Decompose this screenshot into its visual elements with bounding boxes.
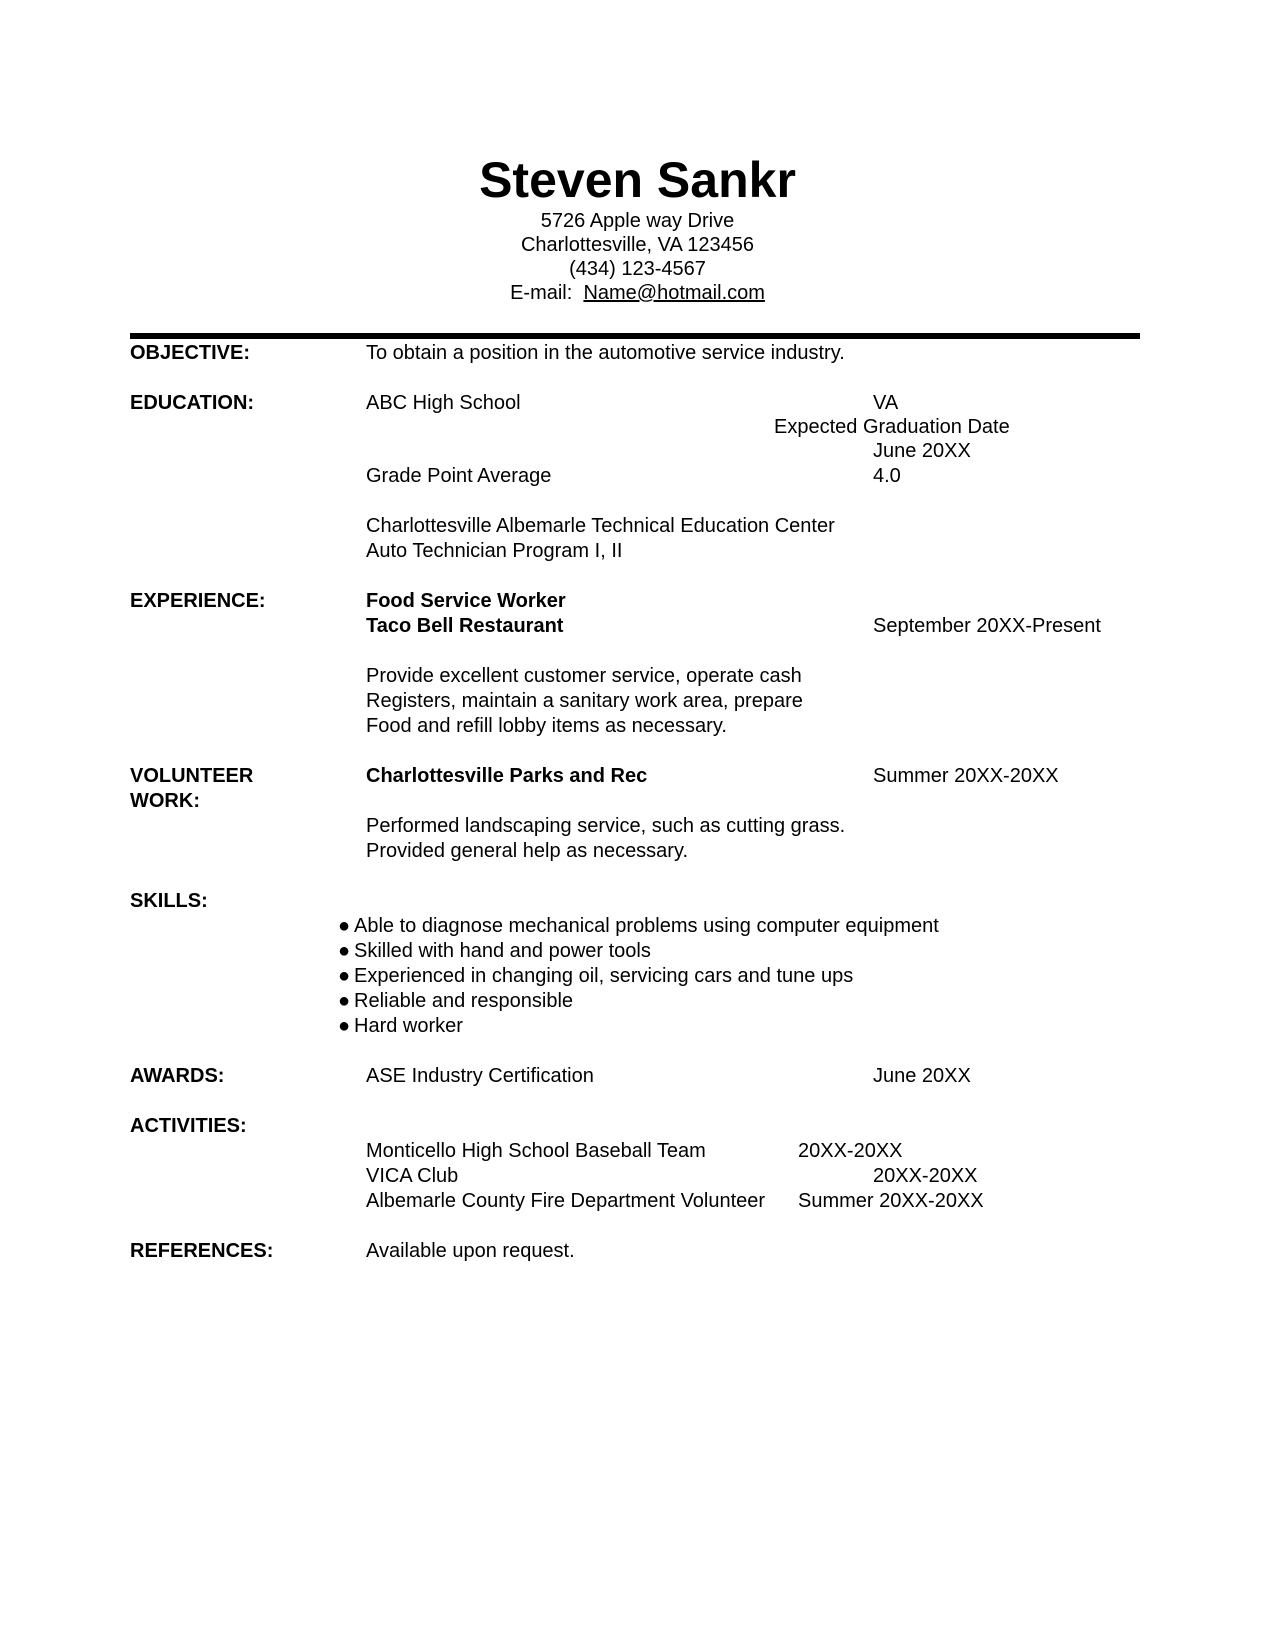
school-name: ABC High School: [366, 392, 521, 414]
email-line: [0, 281, 1275, 305]
skill-text: Able to diagnose mechanical problems using computer equipment: [354, 915, 939, 937]
technical-center: Charlottesville Albemarle Technical Education Center: [366, 515, 835, 537]
job-description-line: Registers, maintain a sanitary work area, prepare: [366, 690, 803, 712]
activity-name: Albemarle County Fire Department Volunteer: [366, 1190, 766, 1212]
activity-dates: 20XX-20XX: [798, 1140, 903, 1162]
job-description-line: Provide excellent customer service, operate cash: [366, 665, 802, 687]
bullet-icon: ●: [338, 990, 351, 1012]
job-title: Food Service Worker: [366, 590, 566, 612]
volunteer-label-2: WORK:: [130, 790, 200, 812]
skill-text: Skilled with hand and power tools: [354, 940, 651, 962]
graduation-label: Expected Graduation Date: [774, 416, 1010, 438]
volunteer-dates: Summer 20XX-20XX: [873, 765, 1059, 787]
award-date: June 20XX: [873, 1065, 971, 1087]
skill-item: [338, 939, 651, 963]
graduation-date: June 20XX: [873, 440, 971, 462]
employer-name: Taco Bell Restaurant: [366, 615, 564, 637]
address-line-1: 5726 Apple way Drive: [540, 210, 735, 232]
activity-name: VICA Club: [366, 1165, 459, 1187]
email-link[interactable]: Name@hotmail.com: [583, 282, 765, 304]
skills-label: SKILLS:: [130, 890, 208, 912]
volunteer-label: VOLUNTEER: [130, 765, 254, 787]
activities-label: ACTIVITIES:: [130, 1115, 247, 1137]
resume-name: Steven Sankr: [479, 152, 796, 208]
header-divider: [130, 333, 1140, 339]
awards-label: AWARDS:: [130, 1065, 225, 1087]
volunteer-description-line: Performed landscaping service, such as cutting grass.: [366, 815, 846, 837]
activity-dates: Summer 20XX-20XX: [798, 1190, 984, 1212]
bullet-icon: ●: [338, 915, 351, 937]
skill-item: [338, 1014, 463, 1038]
volunteer-description-line: Provided general help as necessary.: [366, 840, 689, 862]
skill-text: Hard worker: [354, 1015, 463, 1037]
phone-number: (434) 123-4567: [569, 258, 706, 280]
activity-name: Monticello High School Baseball Team: [366, 1140, 706, 1162]
school-state: VA: [873, 392, 899, 414]
skill-item: [338, 989, 573, 1013]
technical-program: Auto Technician Program I, II: [366, 540, 623, 562]
gpa-label: Grade Point Average: [366, 465, 552, 487]
references-text: Available upon request.: [366, 1240, 575, 1262]
volunteer-organization: Charlottesville Parks and Rec: [366, 765, 648, 787]
award-item: ASE Industry Certification: [366, 1065, 594, 1087]
skill-item: [338, 914, 939, 938]
experience-label: EXPERIENCE:: [130, 590, 266, 612]
email-label: E-mail:: [510, 282, 573, 304]
references-label: REFERENCES:: [130, 1240, 274, 1262]
job-description-line: Food and refill lobby items as necessary.: [366, 715, 727, 737]
education-label: EDUCATION:: [130, 392, 255, 414]
employment-dates: September 20XX-Present: [873, 615, 1101, 637]
skill-item: [338, 964, 853, 988]
activity-dates: 20XX-20XX: [873, 1165, 978, 1187]
objective-label: OBJECTIVE:: [130, 342, 251, 364]
objective-text: To obtain a position in the automotive service industry.: [366, 342, 845, 364]
bullet-icon: ●: [338, 965, 351, 987]
skill-text: Experienced in changing oil, servicing cars and tune ups: [354, 965, 854, 987]
bullet-icon: ●: [338, 1015, 351, 1037]
gpa-value: 4.0: [873, 465, 901, 487]
address-line-2: Charlottesville, VA 123456: [520, 234, 755, 256]
bullet-icon: ●: [338, 940, 351, 962]
skill-text: Reliable and responsible: [354, 990, 574, 1012]
